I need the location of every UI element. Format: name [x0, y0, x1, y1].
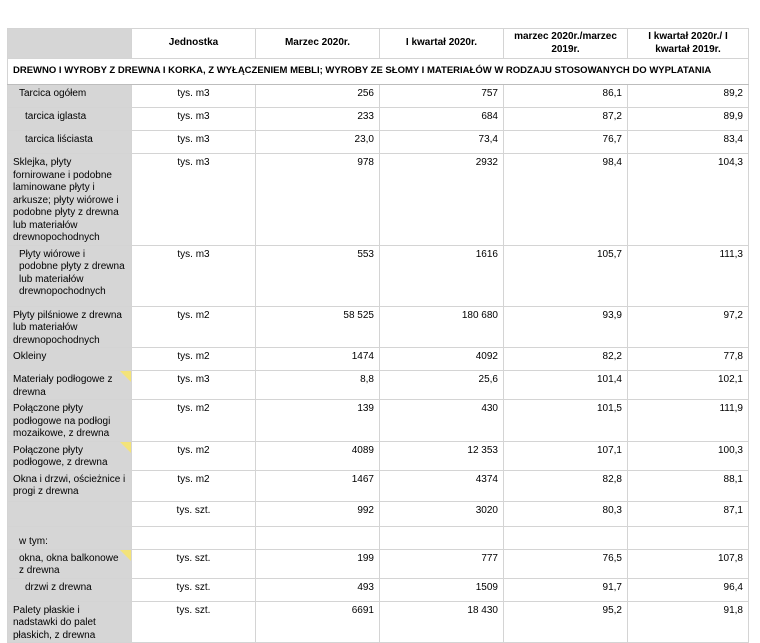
- table-row: [8, 85, 749, 108]
- row-march-2020: 992: [256, 501, 380, 526]
- row-q1-2020: 684: [380, 108, 504, 131]
- row-unit: [132, 526, 256, 549]
- row-name-cell: [8, 549, 132, 578]
- row-unit: tys. m2: [132, 306, 256, 348]
- row-name: Materiały podłogowe z drewna: [13, 374, 113, 398]
- row-q1-ratio: 88,1: [628, 470, 749, 501]
- row-q1-2020: 2932: [380, 154, 504, 246]
- row-unit: tys. m2: [132, 441, 256, 470]
- table-row: [8, 348, 749, 371]
- row-q1-ratio: 107,8: [628, 549, 749, 578]
- row-q1-ratio: 102,1: [628, 371, 749, 400]
- row-name-cell: [8, 108, 132, 131]
- row-march-2020: 256: [256, 85, 380, 108]
- row-unit: tys. szt.: [132, 601, 256, 643]
- row-q1-2020: 4374: [380, 470, 504, 501]
- row-name-cell: [8, 501, 132, 526]
- row-q1-ratio: 91,8: [628, 601, 749, 643]
- row-q1-2020: 180 680: [380, 306, 504, 348]
- row-q1-2020: 3020: [380, 501, 504, 526]
- table-row: [8, 371, 749, 400]
- row-q1-ratio: 100,3: [628, 441, 749, 470]
- row-march-ratio: 80,3: [504, 501, 628, 526]
- row-name-cell: [8, 400, 132, 442]
- row-march-2020: 139: [256, 400, 380, 442]
- row-unit: tys. m2: [132, 400, 256, 442]
- row-name-cell: [8, 85, 132, 108]
- row-unit: tys. m3: [132, 85, 256, 108]
- row-unit: tys. m3: [132, 245, 256, 306]
- table-row: [8, 501, 749, 526]
- row-name-cell: [8, 245, 132, 306]
- row-march-2020: 199: [256, 549, 380, 578]
- row-unit: tys. m2: [132, 348, 256, 371]
- row-name: Sklejka, płyty fornirowane i podobne laminowane płyty i arkusze; płyty wiórowe i podobne płyty z drewna lub materiałów drewnopochodnych: [13, 157, 119, 243]
- row-q1-2020: 25,6: [380, 371, 504, 400]
- row-name: okna, okna balkonowe z drewna: [19, 552, 119, 576]
- row-q1-2020: 4092: [380, 348, 504, 371]
- row-q1-2020: 1616: [380, 245, 504, 306]
- row-name-cell: [8, 526, 132, 549]
- row-march-2020: 58 525: [256, 306, 380, 348]
- header-q1-2020: I kwartał 2020r.: [380, 29, 504, 59]
- row-march-2020: 1467: [256, 470, 380, 501]
- table-row: [8, 441, 749, 470]
- row-name-cell: [8, 601, 132, 643]
- row-march-2020: 493: [256, 578, 380, 601]
- table-row: [8, 131, 749, 154]
- row-unit: tys. m2: [132, 470, 256, 501]
- row-q1-2020: [380, 526, 504, 549]
- row-march-ratio: 76,5: [504, 549, 628, 578]
- row-march-ratio: 98,4: [504, 154, 628, 246]
- row-march-2020: 23,0: [256, 131, 380, 154]
- row-name: w tym:: [19, 536, 48, 547]
- row-march-2020: 4089: [256, 441, 380, 470]
- section-row: [8, 59, 749, 85]
- row-name: Płyty pilśniowe z drewna lub materiałów drewnopochodnych: [13, 309, 122, 346]
- table-row: [8, 306, 749, 348]
- comment-marker-icon[interactable]: [120, 550, 131, 561]
- row-unit: tys. szt.: [132, 578, 256, 601]
- row-q1-ratio: 89,2: [628, 85, 749, 108]
- row-name: Palety płaskie i nadstawki do palet płaskich, z drewna: [13, 604, 96, 641]
- row-march-ratio: 82,2: [504, 348, 628, 371]
- row-q1-2020: 1509: [380, 578, 504, 601]
- row-name-cell: [8, 470, 132, 501]
- row-name-cell: [8, 131, 132, 154]
- row-q1-2020: 430: [380, 400, 504, 442]
- row-unit: tys. m3: [132, 108, 256, 131]
- row-march-2020: 1474: [256, 348, 380, 371]
- table-row: [8, 470, 749, 501]
- table-row: [8, 526, 749, 549]
- row-name: drzwi z drewna: [25, 581, 92, 593]
- row-march-ratio: 101,4: [504, 371, 628, 400]
- row-q1-ratio: 77,8: [628, 348, 749, 371]
- row-q1-ratio: 87,1: [628, 501, 749, 526]
- row-march-ratio: 105,7: [504, 245, 628, 306]
- row-name: tarcica liściasta: [25, 134, 93, 145]
- row-march-ratio: 107,1: [504, 441, 628, 470]
- row-q1-2020: 777: [380, 549, 504, 578]
- production-table: [7, 28, 749, 643]
- row-march-2020: 553: [256, 245, 380, 306]
- row-march-ratio: 82,8: [504, 470, 628, 501]
- row-name: Tarcica ogółem: [19, 88, 87, 99]
- row-march-ratio: 76,7: [504, 131, 628, 154]
- row-name: Płyty wiórowe i podobne płyty z drewna lub materiałów drewnopochodnych: [19, 248, 125, 297]
- row-march-ratio: 87,2: [504, 108, 628, 131]
- header-q1-ratio: I kwartał 2020r./ I kwartał 2019r.: [628, 29, 749, 59]
- row-unit: tys. szt.: [132, 549, 256, 578]
- row-march-ratio: 101,5: [504, 400, 628, 442]
- row-march-2020: 8,8: [256, 371, 380, 400]
- header-unit: Jednostka: [132, 29, 256, 59]
- row-q1-ratio: 89,9: [628, 108, 749, 131]
- row-march-2020: 233: [256, 108, 380, 131]
- header-corner: [8, 29, 132, 59]
- header-march-ratio: marzec 2020r./marzec 2019r.: [504, 29, 628, 59]
- row-q1-ratio: 96,4: [628, 578, 749, 601]
- row-name: tarcica iglasta: [25, 111, 87, 122]
- row-name: Połączone płyty podłogowe, z drewna: [13, 444, 108, 468]
- row-q1-ratio: 111,9: [628, 400, 749, 442]
- table-row: [8, 578, 749, 601]
- row-q1-ratio: 104,3: [628, 154, 749, 246]
- row-name-cell: [8, 371, 132, 400]
- row-q1-ratio: 83,4: [628, 131, 749, 154]
- header-row: [8, 29, 749, 59]
- row-name-cell: [8, 154, 132, 246]
- row-name-cell: [8, 441, 132, 470]
- row-name: Okleiny: [13, 351, 47, 362]
- row-q1-2020: 18 430: [380, 601, 504, 643]
- row-name: Połączone płyty podłogowe na podłogi mozaikowe, z drewna: [13, 403, 111, 439]
- row-unit: tys. m3: [132, 131, 256, 154]
- row-name-cell: [8, 578, 132, 601]
- table-row: [8, 108, 749, 131]
- data-sheet: [7, 28, 748, 643]
- table-row: [8, 154, 749, 246]
- row-unit: tys. m3: [132, 371, 256, 400]
- header-march-2020: Marzec 2020r.: [256, 29, 380, 59]
- row-name: Okna i drzwi, ościeżnice i progi z drewna: [13, 473, 126, 497]
- table-row: [8, 601, 749, 643]
- table-row: [8, 549, 749, 578]
- row-q1-ratio: [628, 526, 749, 549]
- row-name-cell: [8, 348, 132, 371]
- row-q1-ratio: 111,3: [628, 245, 749, 306]
- comment-marker-icon[interactable]: [120, 371, 131, 382]
- row-q1-2020: 757: [380, 85, 504, 108]
- row-q1-2020: 73,4: [380, 131, 504, 154]
- comment-marker-icon[interactable]: [120, 442, 131, 453]
- row-march-ratio: 86,1: [504, 85, 628, 108]
- row-march-ratio: 91,7: [504, 578, 628, 601]
- row-march-2020: [256, 526, 380, 549]
- row-march-ratio: 93,9: [504, 306, 628, 348]
- row-name-cell: [8, 306, 132, 348]
- row-unit: tys. szt.: [132, 501, 256, 526]
- row-q1-2020: 12 353: [380, 441, 504, 470]
- section-title: DREWNO I WYROBY Z DREWNA I KORKA, Z WYŁĄCZENIEM MEBLI; WYROBY ZE SŁOMY I MATERIAŁÓW W RODZAJU STOSOWANYCH DO WYPLATANIA: [8, 59, 749, 85]
- row-march-2020: 6691: [256, 601, 380, 643]
- row-march-ratio: [504, 526, 628, 549]
- table-row: [8, 245, 749, 306]
- table-row: [8, 400, 749, 442]
- row-q1-ratio: 97,2: [628, 306, 749, 348]
- row-march-ratio: 95,2: [504, 601, 628, 643]
- row-march-2020: 978: [256, 154, 380, 246]
- row-unit: tys. m3: [132, 154, 256, 246]
